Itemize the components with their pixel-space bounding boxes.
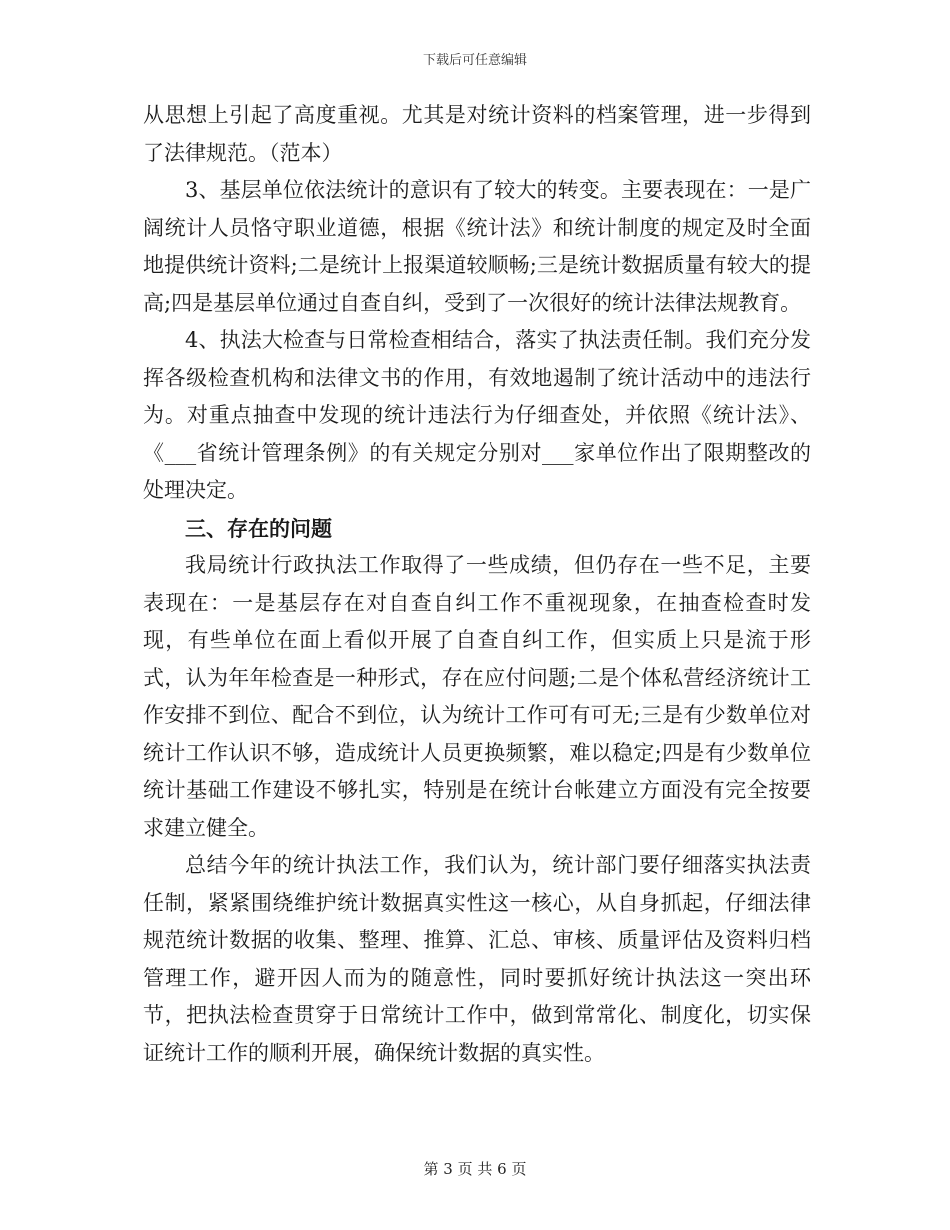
- paragraph-summary: 总结今年的统计执法工作，我们认为，统计部门要仔细落实执法责任制，紧紧围绕维护统计数据真实性这一核心，从自身抓起，仔细法律规范统计数据的收集、整理、推算、汇总、审核、质量评估及资料归档管理工作，避开因人而为的随意性，同时要抓好统计执法这一突出环节，把执法检查贯穿于日常统计工作中，做到常常化、制度化，切实保证统计工作的顺利开展，确保统计数据的真实性。: [143, 853, 811, 1065]
- section-heading: 三、存在的问题: [185, 515, 332, 541]
- page-header: 下载后可任意编辑: [422, 53, 527, 68]
- paragraph-problems: 我局统计行政执法工作取得了一些成绩，但仍存在一些不足，主要表现在：一是基层存在对自查自纠工作不重视现象，在抽查检查时发现，有些单位在面上看似开展了自查自纠工作，但实质上只是流于形式，认为年年检查是一种形式，存在应付问题;二是个体私营经济统计工作安排不到位、配合不到位，认为统计工作可有可无;三是有少数单位对统计工作认识不够，造成统计人员更换频繁，难以稳定;四是有少数单位统计基础工作建设不够扎实，特别是在统计台帐建立方面没有完全按要求建立健全。: [143, 553, 811, 840]
- paragraph-continuation: 从思想上引起了高度重视。尤其是对统计资料的档案管理，进一步得到了法律规范。（范本）: [143, 103, 811, 165]
- document-body: [143, 97, 811, 1072]
- paragraph-item-3: 3、基层单位依法统计的意识有了较大的转变。主要表现在：一是广阔统计人员恪守职业道德，根据《统计法》和统计制度的规定及时全面地提供统计资料;二是统计上报渠道较顺畅;三是统计数据质量有较大的提高;四是基层单位通过自查自纠，受到了一次很好的统计法律法规教育。: [143, 178, 811, 315]
- paragraph-item-4: 4、执法大检查与日常检查相结合，落实了执法责任制。我们充分发挥各级检查机构和法律文书的作用，有效地遏制了统计活动中的违法行为。对重点抽查中发现的统计违法行为仔细查处，并依照《统计法》、《___省统计管理条例》的有关规定分别对___家单位作出了限期整改的处理决定。: [143, 328, 811, 502]
- page-number: 第 3 页 共 6 页: [423, 1160, 527, 1178]
